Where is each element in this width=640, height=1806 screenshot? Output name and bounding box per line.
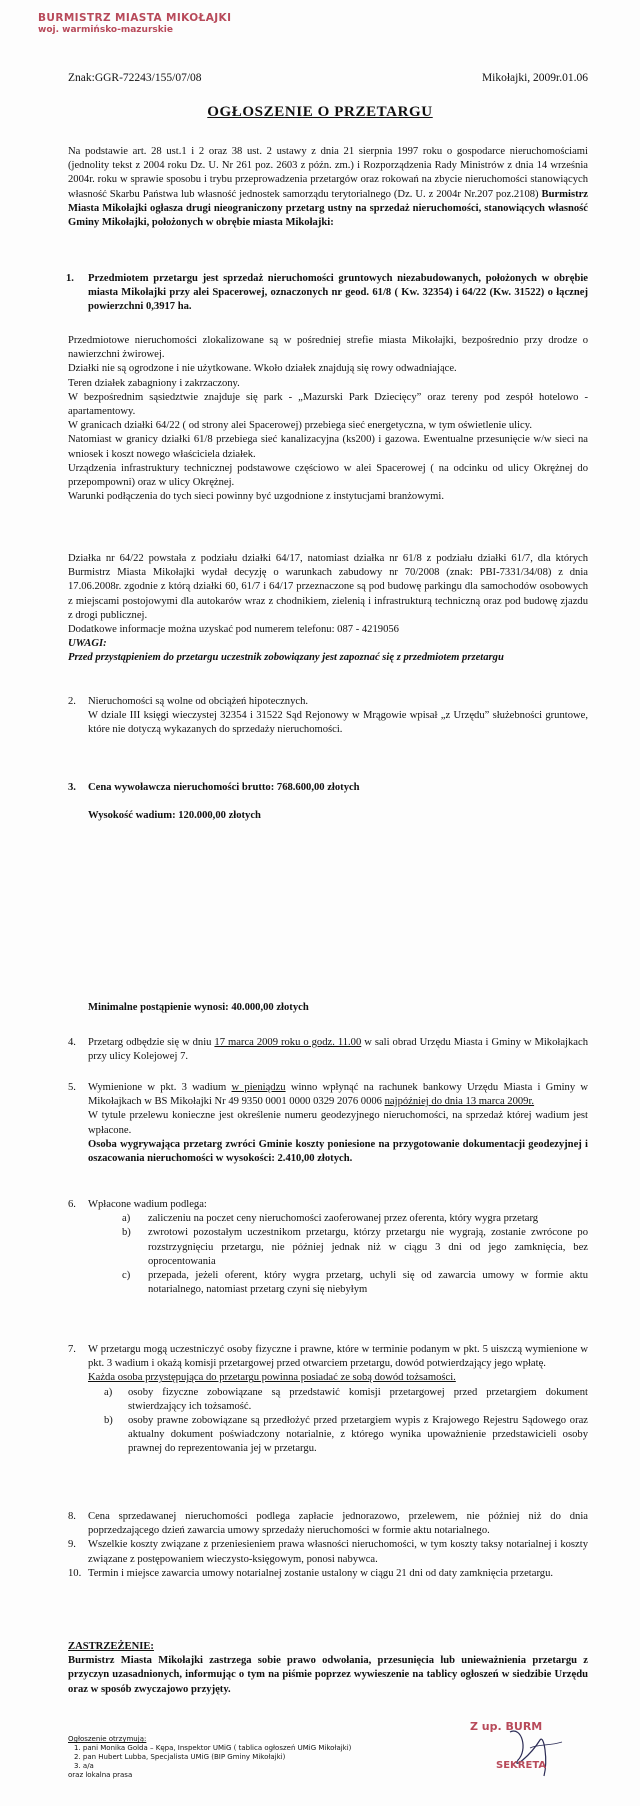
- bank-account: winno wpłynąć na rachunek bankowy Urzędu Miasta i Gminy w Mikołajkach w BS Mikołajki Nr 49 9350 0001 0000 0329 2076 0006: [88, 1082, 588, 1108]
- item-8-number: 8.: [68, 1511, 76, 1522]
- item-1: [68, 272, 588, 315]
- distribution-label: Ogłoszenie otrzymują:: [68, 1735, 147, 1743]
- item-4-post: w sali obrad Urzędu Miasta i Gminy w Mikołajkach przy ulicy Kolejowej 7.: [88, 1037, 588, 1063]
- distribution-list: [68, 1735, 351, 1780]
- signature-stamp-line-1: Z up. BURM: [470, 1720, 543, 1733]
- property-description: [68, 334, 588, 504]
- phone-info: Dodatkowe informacje można uzyskać pod numerem telefonu: 087 - 4219056: [68, 624, 399, 636]
- desc-line: Działki nie są ogrodzone i nie użytkowane. Wkoło działek znajdują się rowy odwadniające.: [68, 363, 457, 375]
- item-1-number: 1.: [66, 273, 74, 284]
- document-date: Mikołajki, 2009r.01.06: [481, 72, 588, 84]
- stamp-line-2: woj. warmińsko-mazurskie: [38, 25, 173, 35]
- desc-line: Teren działek zabagniony i zakrzaczony.: [68, 377, 240, 389]
- minimum-bid: Minimalne postąpienie wynosi: 40.000,00 złotych: [88, 1002, 309, 1013]
- item-9-text: Wszelkie koszty związane z przeniesieniem prawa własności nieruchomości, w tym koszty taksy notarialnej i koszty związane z postępowaniem wieczysto-księgowym, ponosi nabywca.: [88, 1539, 588, 1565]
- item-4: [68, 1036, 588, 1064]
- item-8-text: Cena sprzedawanej nieruchomości podlega zapłacie jednorazowo, przelewem, nie później niż do dnia poprzedzającego dzień zawarcia umowy sprzedaży nieruchomości w formie aktu notarialnego.: [88, 1511, 588, 1537]
- sub-letter: b): [104, 1415, 113, 1427]
- item-2-number: 2.: [68, 696, 76, 707]
- auction-date: 17 marca 2009 roku o godz. 11.00: [214, 1037, 362, 1048]
- desc-line: Warunki podłączenia do tych sieci powinny być uzgodnione z instytucjami branżowymi.: [68, 491, 445, 503]
- intro-announcement: Burmistrz Miasta Mikołajki ogłasza drugi nieograniczony przetarg ustny na sprzedaż nieruchomości, stanowiących własność Gminy Mikołajki, położonych w obrębie miasta Mikołajki:: [68, 188, 588, 229]
- sub-letter: b): [122, 1227, 131, 1239]
- item-3: [68, 781, 588, 823]
- id-requirement: Każda osoba przystępująca do przetargu powinna posiadać ze sobą dowód tożsamości.: [88, 1372, 456, 1384]
- in-cash: w pieniądzu: [231, 1082, 286, 1093]
- item-6-text: Wpłacone wadium podlega:: [88, 1199, 207, 1210]
- sub-text: osoby prawne zobowiązane są przedłożyć przed przetargiem wypis z Krajowego Rejestru Sądowego oraz aktualny dokument poświadczony notarialnie, z którego wynika upoważnienie przedstawicieli osoby prawnej do reprezentowania jej w przetargu.: [128, 1415, 588, 1455]
- reference-number: Znak:GGR-72243/155/07/08: [68, 72, 202, 84]
- transfer-title-note: W tytule przelewu konieczne jest określenie numeru geodezyjnego nieruchomości, na sprzedaż której wadium jest wpłacone.: [88, 1110, 588, 1136]
- item-2-continued: W dziale III księgi wieczystej 32354 i 31522 Sąd Rejonowy w Mrągowie wpisał „z Urzędu” służebności gruntowe, które nie dotyczą wykazanych do sprzedaży nieruchomości.: [88, 710, 588, 736]
- item-2: [68, 695, 588, 738]
- item-6: [68, 1198, 588, 1297]
- desc-line: Urządzenia infrastruktury technicznej podstawowe częściowo w alei Spacerowej ( na odcinku od ulicy Okrężnej do przepompowni) oraz w ulicy Okrężnej.: [68, 462, 588, 489]
- stamp-line-1: BURMISTRZ MIASTA MIKOŁAJKI: [38, 12, 232, 24]
- sub-text: osoby fizyczne zobowiązane są przedstawić komisji przetargowej przed przetargiem dokument stwierdzający ich tożsamość.: [128, 1386, 588, 1412]
- item-5: [68, 1081, 588, 1166]
- desc-line: Natomiast w granicy działki 61/8 przebiega sieć kanalizacyjna (ks200) i gazowa. Ewentualne przesunięcie w/w sieci na wniosek i koszt nowego właściciela działek.: [68, 434, 588, 460]
- sub-text: zaliczeniu na poczet ceny nieruchomości zaoferowanej przez oferenta, który wygra przetarg: [148, 1213, 539, 1225]
- distribution-entry: 2. pan Hubert Lubba, Specjalista UMiG (BIP Gminy Mikołajki): [74, 1753, 286, 1761]
- price: Cena wywoławcza nieruchomości brutto: 768.600,00 złotych: [88, 782, 360, 793]
- office-stamp: [38, 12, 231, 35]
- reservation-text: Burmistrz Miasta Mikołajki zastrzega sobie prawo odwołania, przesunięcia lub unieważnienia przetargu z przyczyn uzasadnionych, informując o tym na piśmie poprzez wywieszenie na tablicy ogłoszeń w siedzibie Urzędu oraz w sposób zwyczajowo przyjęty.: [68, 1655, 588, 1695]
- desc-line: W bezpośrednim sąsiedztwie znajduje się park - „Mazurski Park Dziecięcy” oraz tereny pod zespół hotelowo - apartamentowy.: [68, 391, 588, 418]
- zoning-text: Działka nr 64/22 powstała z podziału działki 64/17, natomiast działka nr 61/8 z podziału działki 61/7, dla których Burmistrz Miasta Mikołajki wydał decyzję o warunkach zabudowy nr 70/2008 (znak: PBI-7331/34/08) z dnia 17.06.2008r. zgodnie z którą działki 60, 61/7 i 64/17 przeznaczone są pod budowę parkingu dla samochodów osobowych z miejscami postojowymi dla autokarów wraz z chodnikiem, zielenią i infrastrukturą techniczną oraz pod budowę zjazdu z drogi publicznej.: [68, 553, 588, 621]
- item-10-text: Termin i miejsce zawarcia umowy notarialnej zostanie ustalony w ciągu 21 dni od daty zamknięcia przetargu.: [88, 1567, 554, 1579]
- signature-stamp-line-2: SEKRETA: [496, 1760, 547, 1771]
- signature-stamp: [470, 1720, 620, 1780]
- sub-letter: c): [122, 1270, 131, 1282]
- distribution-entry: oraz lokalna prasa: [68, 1771, 133, 1779]
- desc-line: W granicach działki 64/22 ( od strony alei Spacerowej) przebiega sieć energetyczna, w tym oświetlenie ulicy.: [68, 420, 532, 432]
- deposit-deadline: najpóźniej do dnia 13 marca 2009r.: [384, 1096, 535, 1108]
- reservation-section: [68, 1640, 588, 1697]
- intro-text: Na podstawie art. 28 ust.1 i 2 oraz 38 ust. 2 ustawy z dnia 21 sierpnia 1997 roku o gospodarce nieruchomościami (jednolity tekst z 2004 roku Dz. U. Nr 261 poz. 2603 z późn. zm.) i Rozporządzenia Rady Ministrów z dnia 14 września 2004r. roku w sprawie sposobu i trybu przeprowadzenia przetargów oraz rokowań na zbycie nieruchomości stanowiących własność Skarbu Państwa lub własność jednostek samorządu terytorialnego (Dz. U. z 2004r Nr.207 poz.2108): [68, 146, 588, 200]
- zoning-section: [68, 552, 588, 666]
- item-9-number: 9.: [68, 1539, 76, 1551]
- item-5-number: 5.: [68, 1082, 76, 1093]
- item-3-number: 3.: [68, 782, 76, 793]
- sub-letter: a): [122, 1213, 131, 1225]
- item-4-number: 4.: [68, 1037, 76, 1048]
- item-7-text: W przetargu mogą uczestniczyć osoby fizyczne i prawne, które w terminie podanym w pkt. 5 uiszczą wymienione w pkt. 3 wadium i okażą komisji przetargowej przed otwarciem przetargu, dowód potwierdzający jego wpłatę.: [88, 1344, 588, 1370]
- item-2-text: Nieruchomości są wolne od obciążeń hipotecznych.: [88, 696, 309, 707]
- distribution-entry: 3. a/a: [74, 1762, 94, 1770]
- item-7-number: 7.: [68, 1344, 76, 1355]
- items-8-10: [68, 1510, 588, 1581]
- distribution-entry: 1. pani Monika Golda – Kępa, Inspektor UMiG ( tablica ogłoszeń UMiG Mikołajki): [74, 1744, 352, 1752]
- item-7: [68, 1343, 588, 1457]
- reservation-label: ZASTRZEŻENIE:: [68, 1641, 154, 1652]
- deposit: Wysokość wadium: 120.000,00 złotych: [88, 810, 261, 822]
- survey-costs: Osoba wygrywająca przetarg zwróci Gminie koszty poniesione na przygotowanie dokumentacji geodezyjnej i oszacowania nieruchomości w wysokości: 2.410,00 złotych.: [88, 1138, 588, 1165]
- intro-paragraph: [68, 145, 588, 230]
- item-4-pre: Przetarg odbędzie się w dniu: [88, 1037, 215, 1048]
- sub-letter: a): [104, 1386, 113, 1398]
- uwagi-label: UWAGI:: [68, 638, 107, 650]
- desc-line: Przedmiotowe nieruchomości zlokalizowane są w pośredniej strefie miasta Mikołajki, bezpośrednio przy drodze o nawierzchni żwirowej.: [68, 335, 588, 361]
- uwagi-text: Przed przystąpieniem do przetargu uczestnik zobowiązany jest zapoznać się z przedmiotem przetargu: [68, 652, 504, 664]
- page-title: OGŁOSZENIE O PRZETARGU: [207, 104, 433, 120]
- sub-text: zwrotowi pozostałym uczestnikom przetargu, którzy przetargu nie wygrają, zostanie zwrócone po rozstrzygnięciu przetargu, nie później jednak niż w ciągu 3 dni od jego zamknięcia, bez oprocentowania: [148, 1227, 588, 1267]
- item-5-pre: Wymienione w pkt. 3 wadium: [88, 1082, 232, 1093]
- item-6-number: 6.: [68, 1199, 76, 1210]
- item-1-text: Przedmiotem przetargu jest sprzedaż nieruchomości gruntowych niezabudowanych, położonych w obrębie miasta Mikołajki przy alei Spacerowej, oznaczonych nr geod. 61/8 ( Kw. 32354) i 64/22 (Kw. 31522) o łącznej powierzchni 0,3917 ha.: [88, 273, 588, 313]
- item-10-number: 10.: [68, 1567, 82, 1579]
- sub-text: przepada, jeżeli oferent, który wygra przetarg, uchyli się od zawarcia umowy w formie aktu notarialnego, natomiast przetarg czyni się niebyłym: [148, 1270, 588, 1296]
